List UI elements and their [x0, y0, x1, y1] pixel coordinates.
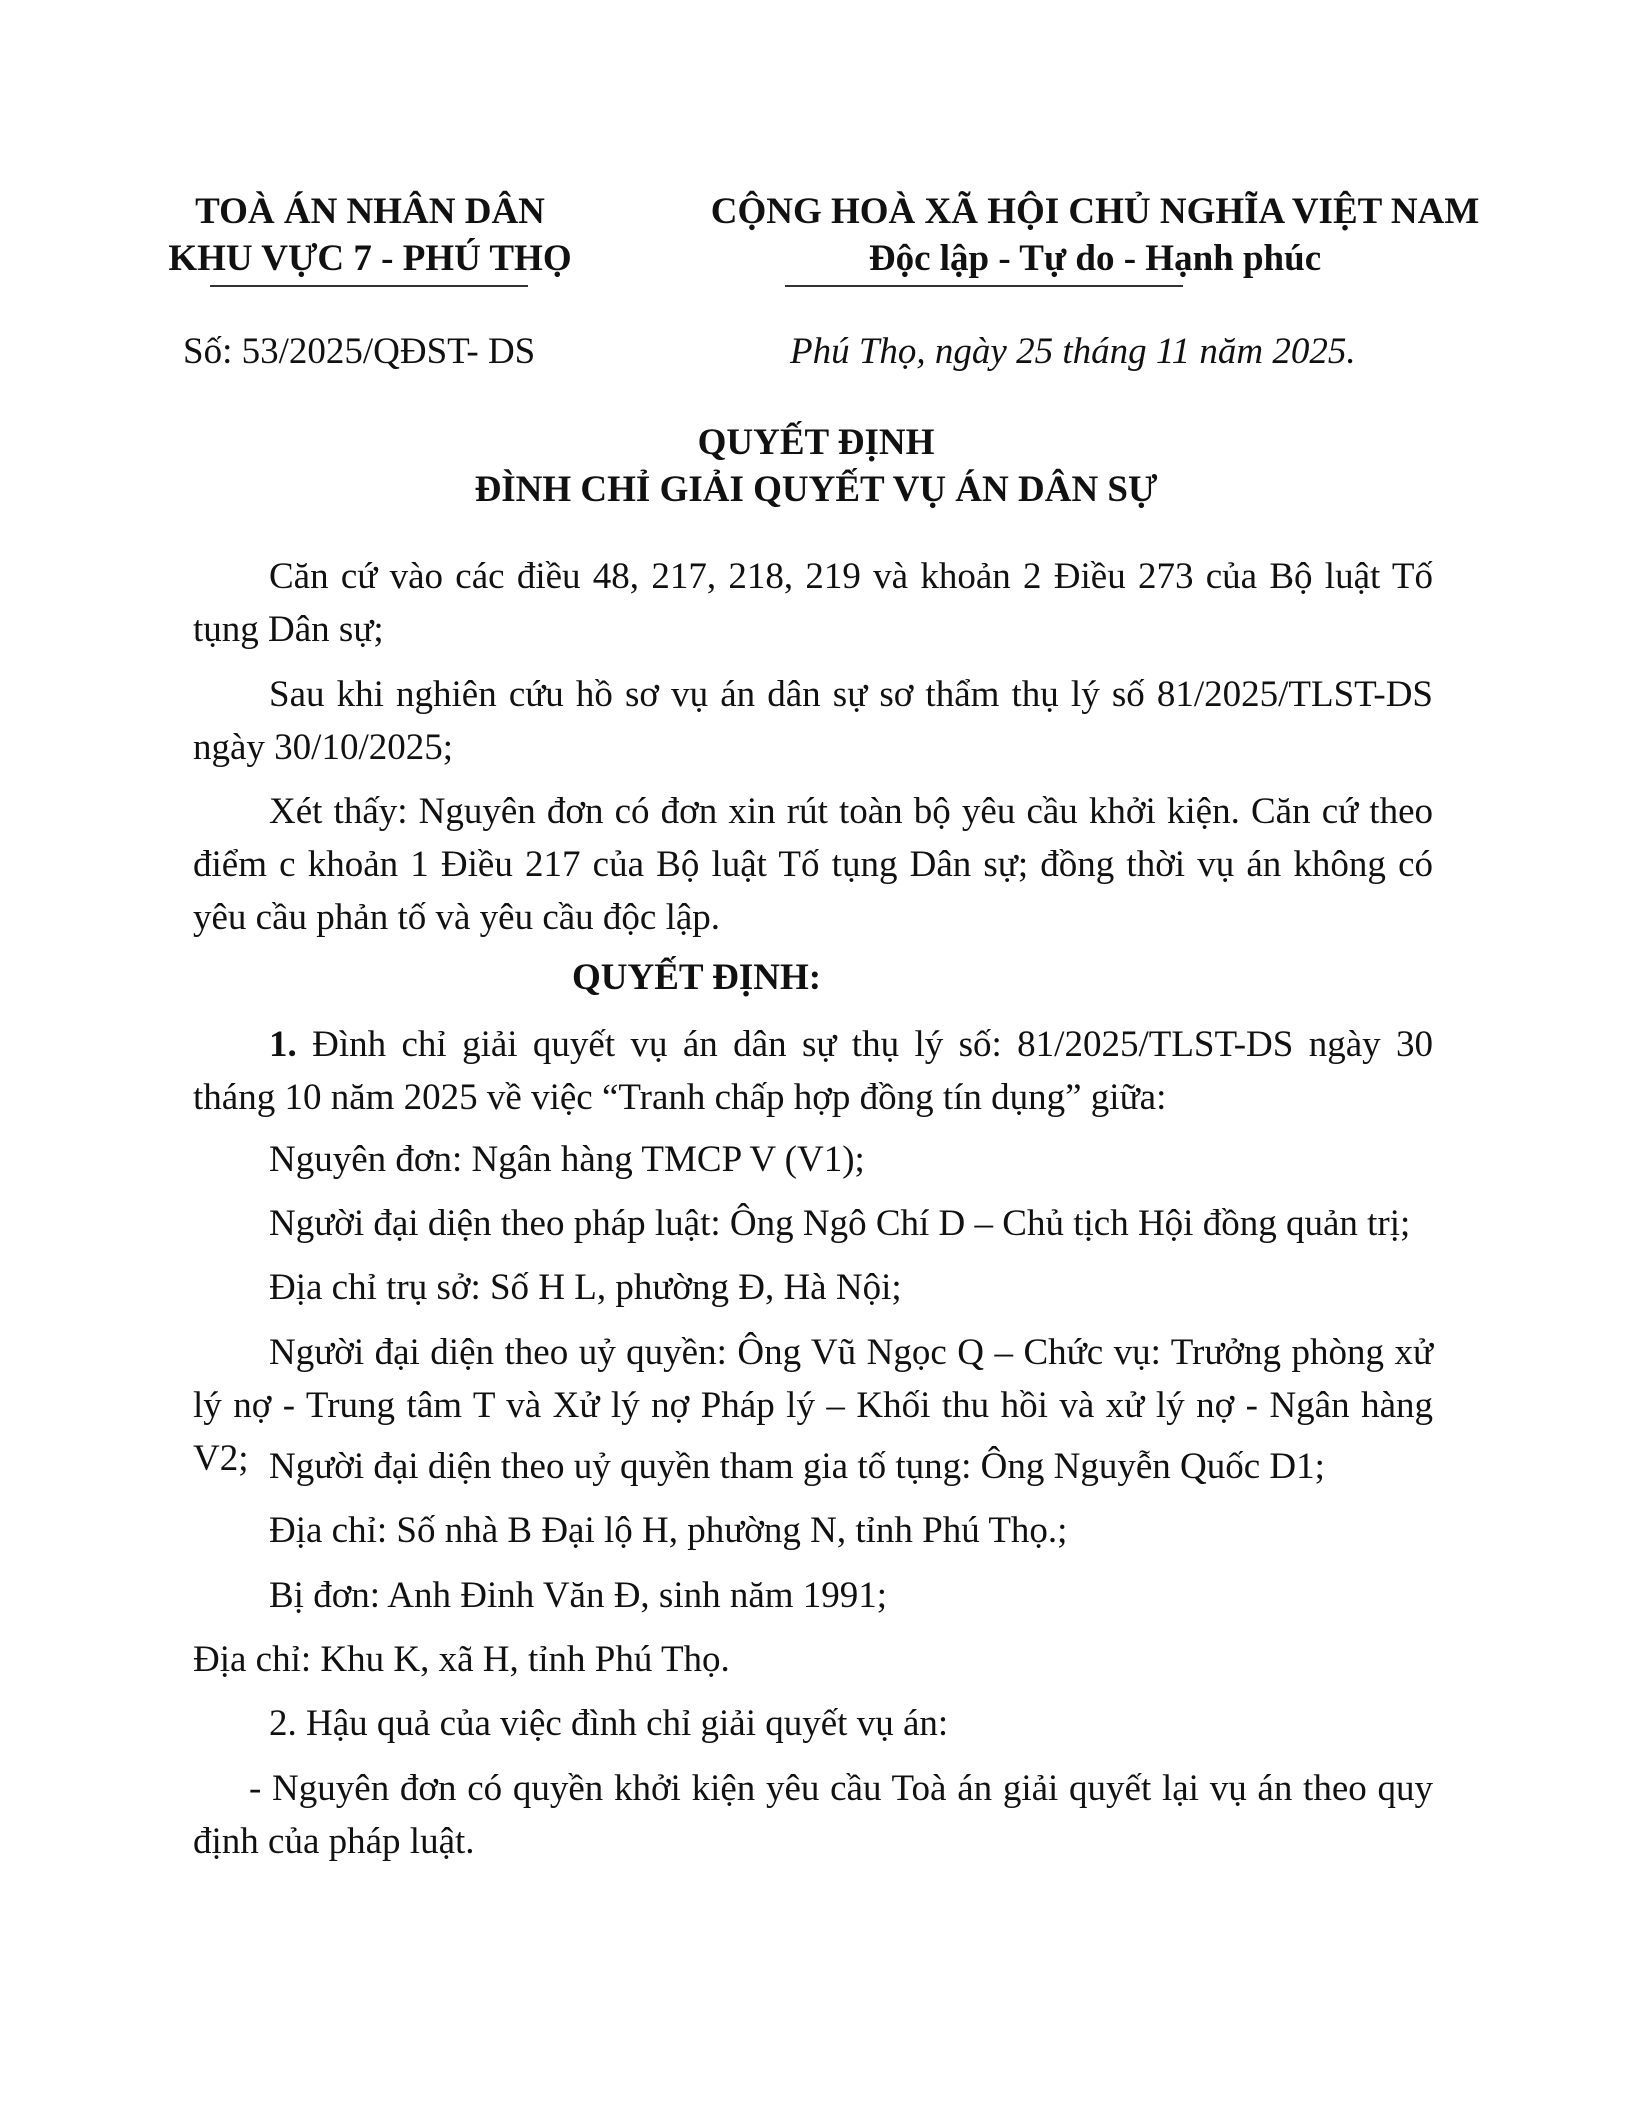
court-name-line2: KHU VỰC 7 - PHÚ THỌ — [168, 238, 572, 279]
authorized-representative-paragraph: Người đại diện theo uỷ quyền: Ông Vũ Ngọc Q – Chức vụ: Trưởng phòng xử lý nợ - Trung tâm T và Xử lý nợ Pháp lý – Khối thu hồi và xử lý nợ - Ngân hàng V2; — [193, 1332, 1433, 1479]
item-1-text: Đình chỉ giải quyết vụ án dân sự thụ lý số: 81/2025/TLST-DS ngày 30 tháng 10 năm 2025 về việc “Tranh chấp hợp đồng tín dụng” giữa: — [193, 1024, 1433, 1118]
plaintiff-line: Nguyên đơn: Ngân hàng TMCP V (V1); — [269, 1139, 865, 1180]
nation-motto: Độc lập - Tự do - Hạnh phúc — [868, 238, 1322, 279]
decision-item-2-heading: 2. Hậu quả của việc đình chỉ giải quyết vụ án: — [269, 1703, 949, 1744]
headquarters-address-line: Địa chỉ trụ sở: Số H L, phường Đ, Hà Nội; — [269, 1267, 902, 1308]
nation-motto-underline — [785, 285, 1183, 287]
document-title: QUYẾT ĐỊNH — [697, 422, 935, 463]
court-name-underline — [210, 285, 528, 287]
defendant-line: Bị đơn: Anh Đinh Văn Đ, sinh năm 1991; — [269, 1575, 888, 1616]
decision-heading: QUYẾT ĐỊNH: — [572, 957, 822, 998]
decision-item-1 — [193, 1018, 1433, 1124]
litigation-representative-line: Người đại diện theo uỷ quyền tham gia tố tụng: Ông Nguyễn Quốc D1; — [269, 1446, 1325, 1487]
legal-basis-paragraph: Căn cứ vào các điều 48, 217, 218, 219 và khoản 2 Điều 273 của Bộ luật Tố tụng Dân sự; — [193, 556, 1433, 650]
decision-item-2-bullet: - Nguyên đơn có quyền khởi kiện yêu cầu Toà án giải quyết lại vụ án theo quy định của pháp luật. — [193, 1768, 1433, 1862]
defendant-address-line: Địa chỉ: Khu K, xã H, tỉnh Phú Thọ. — [193, 1639, 730, 1680]
document-subtitle: ĐÌNH CHỈ GIẢI QUYẾT VỤ ÁN DÂN SỰ — [474, 469, 1158, 510]
nation-title: CỘNG HOÀ XÃ HỘI CHỦ NGHĨA VIỆT NAM — [710, 191, 1480, 232]
court-name-line1: TOÀ ÁN NHÂN DÂN — [195, 191, 545, 232]
legal-representative-line: Người đại diện theo pháp luật: Ông Ngô Chí D – Chủ tịch Hội đồng quản trị; — [269, 1203, 1411, 1244]
document-number: Số: 53/2025/QĐST- DS — [183, 331, 536, 372]
item-1-number: 1. — [269, 1024, 297, 1065]
finding-paragraph: Xét thấy: Nguyên đơn có đơn xin rút toàn bộ yêu cầu khởi kiện. Căn cứ theo điểm c khoản 1 Điều 217 của Bộ luật Tố tụng Dân sự; đồng thời vụ án không có yêu cầu phản tố và yêu cầu độc lập. — [193, 791, 1433, 938]
case-study-paragraph: Sau khi nghiên cứu hồ sơ vụ án dân sự sơ thẩm thụ lý số 81/2025/TLST-DS ngày 30/10/2025; — [193, 674, 1433, 768]
representative-address-line: Địa chỉ: Số nhà B Đại lộ H, phường N, tỉnh Phú Thọ.; — [269, 1510, 1068, 1551]
place-date: Phú Thọ, ngày 25 tháng 11 năm 2025. — [790, 331, 1356, 372]
